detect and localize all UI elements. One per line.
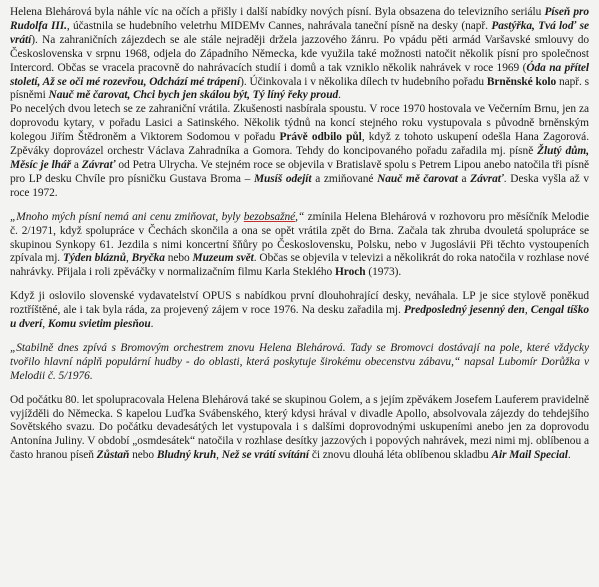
text-run: Pastýřka, Tvá loď se vrátí	[10, 19, 590, 46]
paragraph-6-golem	[10, 394, 589, 464]
text-run: Musíš odejít	[253, 172, 312, 185]
text-run: nebo	[129, 449, 157, 462]
text-run: ,	[524, 304, 531, 317]
text-run: , když z tohoto uskupení odešla Hana Zagorová. Zpěváky doprovázel orchestr Václava Zahradníka a Gomora. Tehdy do koncipovaného pořadu zařadila mj. písně	[10, 131, 589, 158]
text-run: Žlutý dům, Měsíc je lhář	[10, 145, 589, 171]
text-run: Právě odbilo půl	[279, 131, 362, 144]
text-run: napsal Lubomír Dorůžka v Melodii č. 5/1976.	[10, 355, 589, 382]
text-run: Bryčka	[131, 252, 165, 265]
paragraph-4-opus-lp	[10, 290, 589, 332]
text-run: Zůstaň	[96, 449, 130, 462]
text-run: Hroch	[334, 266, 366, 279]
text-run: ). Účinkovala i v několika dílech tv hudebního pořadu	[240, 75, 487, 88]
text-run: Týden bláznů	[62, 252, 127, 265]
text-run: , účastnila se hudebního veletrhu MIDEMv Cannes, nahrávala taneční písně na desky (např.	[66, 19, 492, 32]
text-run: Brněnské kolo	[486, 75, 557, 88]
text-run: Nauč mě čarovat	[377, 172, 458, 185]
text-run: Od počátku 80. let spolupracovala Helena Blehárová také se skupinou Golem, a s jejím zpěvákem Josefem Lauferem pravidelně vyjížděli do Německa. S kapelou Luďka Svábenského, který kdysi hrával v divadle Apollo, absolvovala zájezdy do tehdejšího Sovětského svazu. Do počátku devadesátých let vystupovala i s dalšími doprovodnými uskupeními anebo jen za doprovodu Antonína Juliny. V období „osmdesátek“ natočila v rozhlase desítky jazzových i popových nahrávek, mezi nimi mj. oblíbenou a často hranou píseň	[10, 393, 589, 462]
text-run: . Deska vyšla až v roce 1972.	[10, 172, 589, 199]
text-run: a	[71, 158, 82, 171]
text-run: Než se vrátí svítání	[221, 449, 310, 462]
paragraph-5-doruzka-quote	[10, 342, 589, 384]
text-run: . Občas se objevila v televizi a několikrát do roka natočila v rozhlase nové nahrávky. Přijala i roli zpěváčky v normalizačním filmu Karla Steklého	[10, 252, 589, 279]
text-run: zmínila Helena Blehárová v rozhovoru pro měsíčník Melodie č. 2/1971, když spolupráce v Čechách skončila a ona se opět vrátila zpět do Brna. Začala tak zhruba dvouletá spolupráce se skupinou Synkopy 61. Jezdila s nimi koncertní šňůry po Československu, Polsku, nebo v Jugoslávii Při těchto vystoupeních zpívala mj.	[10, 210, 589, 265]
text-run: Komu svietim piesňou	[47, 318, 151, 331]
text-run: (1973).	[365, 266, 402, 279]
text-run: ). Na zahraničních zájezdech se ale stále nejraději držela jazzového žánru. Po vpádu pěti armád Varšavské smlouvy do Československa v srpnu 1968, odjela do Západního Německa, kde využila také možnosti natočit několik písní pro společnost Intercord. Občas se vracela pracovně do nahrávacích studií i domů a tak vzniklo několik nahrávek v roce 1969 (	[10, 33, 589, 74]
text-run: či znovu dlouhá léta oblíbenou skladbu	[309, 449, 492, 462]
text-run: Óda na přítel století, Až se oči mé rozevřou, Odchází mé trápení	[10, 61, 590, 88]
text-run: a	[457, 172, 471, 185]
text-run: Predposledný jesenný den	[403, 304, 525, 317]
text-run: ,	[42, 318, 48, 331]
text-run: a zmiňované	[311, 172, 378, 185]
text-run: např. s písněmi	[10, 75, 589, 102]
text-run: „Stabilně dnes zpívá s Bromovým orchestrem znovu Helena Blehárová. Tady se Bromovci dostávají na pole, které vždycky tvořilo hlavní náplň populární hudby - do oblasti, která poskytuje širokému obecenstvu zábavu,“	[10, 341, 589, 368]
text-run: .	[338, 89, 341, 102]
paragraph-2	[10, 103, 589, 200]
text-run: Cengal tíško u dverí	[10, 304, 589, 331]
text-run: ,“	[295, 210, 305, 223]
text-run: Když ji oslovilo slovenské vydavatelství OPUS s nabídkou první dlouhohrající desky, neváhala. LP je sice stylově poněkud roztříštěné, ale i tak byla ráda, za projevený zájem v roce 1976. Na desku zařadila mj.	[10, 290, 589, 317]
text-run: bezobsažné	[243, 210, 296, 223]
text-run: Po necelých dvou letech se ze zahraniční vrátila. Zkušenosti nasbírala spoustu. V roce 1970 hostovala ve Večerním Brnu, jen za doprovodu kytary, v pořadu Lasici a Satinského. Několik týdnů na koncí stejného roku vystupovala s původně brněnským kolegou Jiřím Štědroněm a Viktorem Sodomou v pořadu	[10, 103, 589, 144]
text-run: ,	[126, 252, 132, 265]
text-run: nebo	[164, 252, 193, 265]
text-run: od Petra Ulrycha. Ve stejném roce se objevila v Bratislavě spolu s Petrem Lipou anebo natočila tři písně pro LP desku Chvíle pro písničku Gustava Broma –	[10, 158, 589, 185]
text-run: ,	[216, 449, 222, 462]
text-run: Závrať	[470, 172, 504, 185]
paragraph-3-quote-melodie	[10, 211, 589, 281]
paragraph-1	[10, 6, 589, 103]
text-run: Muzeum svět	[192, 252, 254, 265]
text-run: „Mnoho mých písní nemá ani cenu zmiňovat, byly	[10, 210, 244, 223]
text-run: Píseň pro Rudolfa III.	[10, 6, 589, 32]
text-run: Nauč mě čarovat, Chci bych jen skálou být, Tý líný řeky proud	[48, 89, 339, 102]
text-run: Závrať	[81, 158, 116, 171]
text-run: Helena Blehárová byla náhle víc na očích a přišly i další nabídky nových písní. Byla obsazena do televizního seriálu	[10, 6, 545, 18]
text-run: Air Mail Special	[491, 449, 568, 462]
text-run: .	[150, 318, 154, 331]
text-run: .	[567, 449, 571, 462]
text-run: Bludný kruh	[156, 449, 217, 462]
